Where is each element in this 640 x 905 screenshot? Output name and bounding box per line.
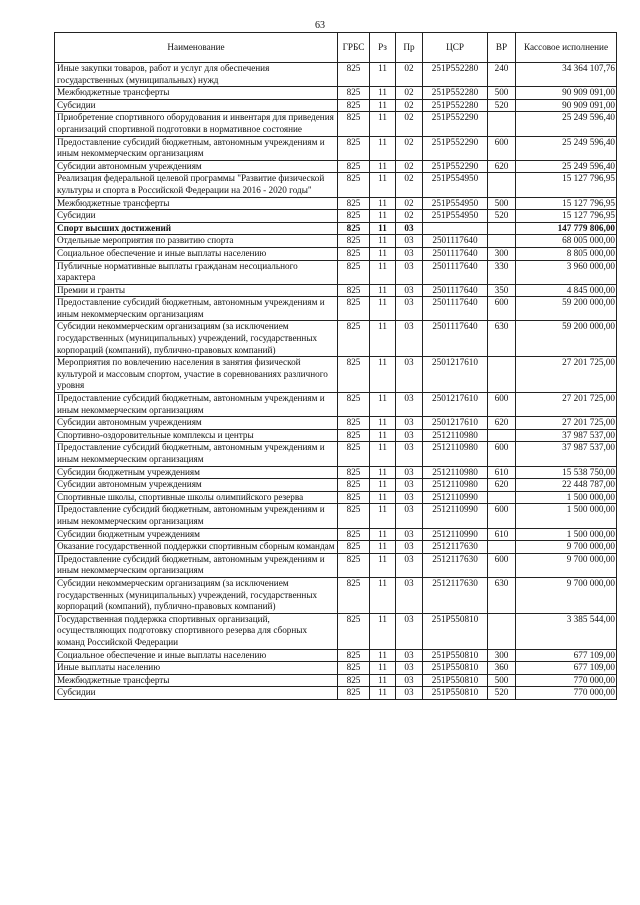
header-amount: Кассовое исполнение	[516, 33, 617, 63]
cell-grbs: 825	[338, 553, 370, 577]
cell-amount: 37 987 537,00	[516, 429, 617, 442]
cell-grbs: 825	[338, 649, 370, 662]
table-row	[55, 417, 617, 430]
cell-name: Оказание государственной поддержки спортивным сборным командам	[55, 541, 338, 554]
cell-pr: 03	[396, 479, 423, 492]
cell-name: Премии и гранты	[55, 284, 338, 297]
cell-grbs: 825	[338, 63, 370, 87]
cell-amount: 34 364 107,76	[516, 63, 617, 87]
cell-name: Субсидии бюджетным учреждениям	[55, 528, 338, 541]
cell-pr: 03	[396, 297, 423, 321]
cell-pr: 03	[396, 247, 423, 260]
cell-rz: 11	[370, 136, 396, 160]
cell-pr: 02	[396, 160, 423, 173]
cell-name: Предоставление субсидий бюджетным, автономным учреждениям и иным некоммерческим организациям	[55, 553, 338, 577]
cell-csr: 251P552290	[423, 160, 488, 173]
cell-csr: 2512110980	[423, 442, 488, 466]
cell-csr: 251P550810	[423, 613, 488, 649]
cell-csr: 251P552290	[423, 136, 488, 160]
cell-grbs: 825	[338, 160, 370, 173]
cell-csr: 2512117630	[423, 553, 488, 577]
cell-amount: 9 700 000,00	[516, 577, 617, 613]
cell-pr: 03	[396, 417, 423, 430]
table-row	[55, 136, 617, 160]
cell-amount: 677 109,00	[516, 649, 617, 662]
cell-grbs: 825	[338, 297, 370, 321]
cell-grbs: 825	[338, 210, 370, 223]
cell-pr: 03	[396, 649, 423, 662]
cell-name: Публичные нормативные выплаты гражданам несоциального характера	[55, 260, 338, 284]
cell-rz: 11	[370, 577, 396, 613]
cell-grbs: 825	[338, 577, 370, 613]
cell-vr	[488, 222, 516, 235]
table-row	[55, 112, 617, 136]
cell-csr: 2512110980	[423, 479, 488, 492]
cell-grbs: 825	[338, 247, 370, 260]
cell-csr: 251P550810	[423, 674, 488, 687]
cell-amount: 1 500 000,00	[516, 491, 617, 504]
cell-vr: 600	[488, 553, 516, 577]
cell-rz: 11	[370, 491, 396, 504]
cell-name: Предоставление субсидий бюджетным, автономным учреждениям и иным некоммерческим организациям	[55, 504, 338, 528]
table-row	[55, 553, 617, 577]
cell-grbs: 825	[338, 504, 370, 528]
cell-pr: 03	[396, 284, 423, 297]
cell-amount: 68 005 000,00	[516, 235, 617, 248]
cell-pr: 03	[396, 553, 423, 577]
cell-name: Субсидии	[55, 210, 338, 223]
cell-vr: 520	[488, 99, 516, 112]
cell-name: Отдельные мероприятия по развитию спорта	[55, 235, 338, 248]
cell-amount: 15 127 796,95	[516, 197, 617, 210]
cell-pr: 02	[396, 173, 423, 197]
cell-rz: 11	[370, 197, 396, 210]
cell-pr: 02	[396, 63, 423, 87]
cell-pr: 03	[396, 466, 423, 479]
table-row	[55, 235, 617, 248]
cell-pr: 02	[396, 136, 423, 160]
cell-pr: 03	[396, 662, 423, 675]
cell-amount: 147 779 806,00	[516, 222, 617, 235]
cell-csr: 2501217610	[423, 417, 488, 430]
cell-csr: 251P550810	[423, 662, 488, 675]
cell-rz: 11	[370, 87, 396, 100]
cell-rz: 11	[370, 173, 396, 197]
cell-grbs: 825	[338, 197, 370, 210]
cell-vr	[488, 112, 516, 136]
cell-csr: 251P552290	[423, 112, 488, 136]
cell-rz: 11	[370, 63, 396, 87]
cell-name: Реализация федеральной целевой программы "Развитие физической культуры и спорта в Российской Федерации на 2016 - 2020 годы"	[55, 173, 338, 197]
cell-vr: 500	[488, 197, 516, 210]
cell-csr: 2512110990	[423, 528, 488, 541]
cell-vr: 240	[488, 63, 516, 87]
cell-vr: 620	[488, 417, 516, 430]
cell-vr: 620	[488, 479, 516, 492]
cell-grbs: 825	[338, 99, 370, 112]
cell-vr	[488, 429, 516, 442]
cell-csr: 2501217610	[423, 393, 488, 417]
cell-name: Иные выплаты населению	[55, 662, 338, 675]
cell-grbs: 825	[338, 260, 370, 284]
cell-csr: 2501117640	[423, 284, 488, 297]
cell-amount: 770 000,00	[516, 674, 617, 687]
cell-csr: 251P552280	[423, 99, 488, 112]
cell-name: Субсидии некоммерческим организациям (за исключением государственных (муниципальных) учреждений, государственных корпораций (компаний), публично-правовых компаний)	[55, 577, 338, 613]
cell-amount: 15 127 796,95	[516, 173, 617, 197]
table-row	[55, 260, 617, 284]
cell-vr: 630	[488, 577, 516, 613]
cell-name: Спортивные школы, спортивные школы олимпийского резерва	[55, 491, 338, 504]
page-number: 63	[315, 20, 325, 31]
cell-vr: 300	[488, 247, 516, 260]
cell-vr: 520	[488, 687, 516, 700]
table-row	[55, 87, 617, 100]
cell-vr: 520	[488, 210, 516, 223]
table-row	[55, 479, 617, 492]
cell-vr	[488, 491, 516, 504]
cell-grbs: 825	[338, 173, 370, 197]
cell-name: Межбюджетные трансферты	[55, 674, 338, 687]
cell-vr: 360	[488, 662, 516, 675]
cell-amount: 25 249 596,40	[516, 112, 617, 136]
cell-grbs: 825	[338, 112, 370, 136]
cell-vr: 630	[488, 321, 516, 357]
table-row	[55, 247, 617, 260]
cell-rz: 11	[370, 429, 396, 442]
cell-name: Социальное обеспечение и иные выплаты населению	[55, 649, 338, 662]
header-row	[55, 33, 617, 63]
cell-vr: 500	[488, 87, 516, 100]
cell-grbs: 825	[338, 136, 370, 160]
cell-rz: 11	[370, 466, 396, 479]
cell-csr: 2512110980	[423, 466, 488, 479]
table-row	[55, 687, 617, 700]
table-row	[55, 210, 617, 223]
cell-name: Государственная поддержка спортивных организаций, осуществляющих подготовку спортивного резерва для сборных команд Российской Федерации	[55, 613, 338, 649]
cell-rz: 11	[370, 613, 396, 649]
cell-pr: 02	[396, 87, 423, 100]
cell-amount: 3 960 000,00	[516, 260, 617, 284]
cell-rz: 11	[370, 528, 396, 541]
cell-grbs: 825	[338, 613, 370, 649]
cell-rz: 11	[370, 479, 396, 492]
cell-name: Спортивно-оздоровительные комплексы и центры	[55, 429, 338, 442]
budget-execution-table	[54, 32, 617, 700]
cell-name: Предоставление субсидий бюджетным, автономным учреждениям и иным некоммерческим организациям	[55, 297, 338, 321]
cell-grbs: 825	[338, 321, 370, 357]
cell-name: Субсидии бюджетным учреждениям	[55, 466, 338, 479]
cell-rz: 11	[370, 357, 396, 393]
cell-name: Предоставление субсидий бюджетным, автономным учреждениям и иным некоммерческим организациям	[55, 393, 338, 417]
cell-amount: 27 201 725,00	[516, 357, 617, 393]
cell-pr: 03	[396, 491, 423, 504]
cell-grbs: 825	[338, 528, 370, 541]
table-row	[55, 429, 617, 442]
cell-pr: 03	[396, 260, 423, 284]
cell-name: Спорт высших достижений	[55, 222, 338, 235]
cell-name: Приобретение спортивного оборудования и инвентаря для приведения организаций спортивной подготовки в нормативное состояние	[55, 112, 338, 136]
table-row	[55, 541, 617, 554]
cell-grbs: 825	[338, 87, 370, 100]
table-header	[55, 33, 617, 63]
table-row	[55, 662, 617, 675]
cell-rz: 11	[370, 442, 396, 466]
cell-pr: 03	[396, 674, 423, 687]
cell-amount: 37 987 537,00	[516, 442, 617, 466]
cell-amount: 59 200 000,00	[516, 297, 617, 321]
cell-csr: 251P550810	[423, 649, 488, 662]
cell-amount: 59 200 000,00	[516, 321, 617, 357]
cell-name: Субсидии автономным учреждениям	[55, 160, 338, 173]
cell-rz: 11	[370, 235, 396, 248]
cell-rz: 11	[370, 260, 396, 284]
header-rz: Рз	[370, 33, 396, 63]
cell-vr: 600	[488, 297, 516, 321]
cell-amount: 22 448 787,00	[516, 479, 617, 492]
cell-vr	[488, 357, 516, 393]
table-row	[55, 357, 617, 393]
cell-rz: 11	[370, 222, 396, 235]
cell-rz: 11	[370, 210, 396, 223]
cell-grbs: 825	[338, 687, 370, 700]
cell-vr: 300	[488, 649, 516, 662]
cell-grbs: 825	[338, 429, 370, 442]
cell-rz: 11	[370, 297, 396, 321]
cell-name: Субсидии автономным учреждениям	[55, 417, 338, 430]
table-row	[55, 297, 617, 321]
cell-amount: 1 500 000,00	[516, 528, 617, 541]
cell-grbs: 825	[338, 662, 370, 675]
cell-rz: 11	[370, 541, 396, 554]
cell-rz: 11	[370, 504, 396, 528]
table-row	[55, 613, 617, 649]
cell-grbs: 825	[338, 541, 370, 554]
table-row	[55, 577, 617, 613]
cell-rz: 11	[370, 687, 396, 700]
cell-csr: 2501117640	[423, 247, 488, 260]
table-row	[55, 491, 617, 504]
table-row	[55, 63, 617, 87]
header-pr: Пр	[396, 33, 423, 63]
cell-name: Субсидии автономным учреждениям	[55, 479, 338, 492]
cell-vr: 600	[488, 504, 516, 528]
cell-csr: 251P554950	[423, 197, 488, 210]
cell-vr: 500	[488, 674, 516, 687]
cell-csr	[423, 222, 488, 235]
cell-csr: 2512117630	[423, 541, 488, 554]
table-body	[55, 63, 617, 700]
cell-csr: 251P550810	[423, 687, 488, 700]
cell-rz: 11	[370, 674, 396, 687]
cell-grbs: 825	[338, 393, 370, 417]
cell-grbs: 825	[338, 479, 370, 492]
cell-grbs: 825	[338, 674, 370, 687]
cell-pr: 03	[396, 321, 423, 357]
cell-pr: 02	[396, 197, 423, 210]
cell-pr: 02	[396, 99, 423, 112]
cell-name: Предоставление субсидий бюджетным, автономным учреждениям и иным некоммерческим организациям	[55, 136, 338, 160]
cell-vr: 600	[488, 136, 516, 160]
cell-pr: 03	[396, 613, 423, 649]
table-row	[55, 393, 617, 417]
cell-vr	[488, 613, 516, 649]
table-row	[55, 160, 617, 173]
cell-csr: 2512110980	[423, 429, 488, 442]
cell-rz: 11	[370, 553, 396, 577]
cell-pr: 03	[396, 687, 423, 700]
cell-csr: 2501117640	[423, 260, 488, 284]
cell-vr	[488, 541, 516, 554]
cell-grbs: 825	[338, 491, 370, 504]
cell-name: Социальное обеспечение и иные выплаты населению	[55, 247, 338, 260]
cell-rz: 11	[370, 284, 396, 297]
cell-csr: 251P552280	[423, 63, 488, 87]
cell-pr: 03	[396, 577, 423, 613]
cell-vr: 600	[488, 442, 516, 466]
header-csr: ЦСР	[423, 33, 488, 63]
cell-vr: 600	[488, 393, 516, 417]
cell-pr: 03	[396, 357, 423, 393]
cell-csr: 251P552280	[423, 87, 488, 100]
cell-csr: 251P554950	[423, 173, 488, 197]
table-row	[55, 674, 617, 687]
cell-grbs: 825	[338, 222, 370, 235]
table-row	[55, 284, 617, 297]
header-name: Наименование	[55, 33, 338, 63]
table-row	[55, 528, 617, 541]
cell-amount: 9 700 000,00	[516, 553, 617, 577]
cell-pr: 03	[396, 393, 423, 417]
cell-name: Мероприятия по вовлечению населения в занятия физической культурой и массовым спортом, участие в соревнованиях различного уровня	[55, 357, 338, 393]
cell-csr: 2512110990	[423, 491, 488, 504]
cell-amount: 8 805 000,00	[516, 247, 617, 260]
table-row	[55, 222, 617, 235]
cell-grbs: 825	[338, 284, 370, 297]
cell-amount: 770 000,00	[516, 687, 617, 700]
cell-amount: 27 201 725,00	[516, 417, 617, 430]
cell-rz: 11	[370, 99, 396, 112]
cell-amount: 90 909 091,00	[516, 99, 617, 112]
cell-amount: 27 201 725,00	[516, 393, 617, 417]
table-row	[55, 442, 617, 466]
cell-pr: 03	[396, 504, 423, 528]
cell-rz: 11	[370, 112, 396, 136]
cell-vr	[488, 173, 516, 197]
cell-grbs: 825	[338, 235, 370, 248]
table-row	[55, 197, 617, 210]
cell-amount: 4 845 000,00	[516, 284, 617, 297]
cell-rz: 11	[370, 393, 396, 417]
cell-amount: 15 127 796,95	[516, 210, 617, 223]
cell-rz: 11	[370, 417, 396, 430]
cell-pr: 03	[396, 222, 423, 235]
cell-pr: 02	[396, 210, 423, 223]
table-row	[55, 173, 617, 197]
cell-csr: 251P554950	[423, 210, 488, 223]
table-row	[55, 649, 617, 662]
cell-amount: 3 385 544,00	[516, 613, 617, 649]
cell-name: Субсидии	[55, 687, 338, 700]
cell-grbs: 825	[338, 442, 370, 466]
cell-name: Субсидии некоммерческим организациям (за исключением государственных (муниципальных) учреждений, государственных корпораций (компаний), публично-правовых компаний)	[55, 321, 338, 357]
cell-csr: 2501117640	[423, 235, 488, 248]
cell-amount: 9 700 000,00	[516, 541, 617, 554]
cell-rz: 11	[370, 662, 396, 675]
cell-grbs: 825	[338, 417, 370, 430]
cell-amount: 25 249 596,40	[516, 136, 617, 160]
cell-vr: 330	[488, 260, 516, 284]
table-row	[55, 321, 617, 357]
cell-vr	[488, 235, 516, 248]
cell-grbs: 825	[338, 357, 370, 393]
cell-amount: 1 500 000,00	[516, 504, 617, 528]
table-row	[55, 99, 617, 112]
cell-pr: 03	[396, 528, 423, 541]
cell-amount: 677 109,00	[516, 662, 617, 675]
cell-name: Межбюджетные трансферты	[55, 197, 338, 210]
table-row	[55, 466, 617, 479]
cell-csr: 2512110990	[423, 504, 488, 528]
cell-rz: 11	[370, 247, 396, 260]
cell-name: Межбюджетные трансферты	[55, 87, 338, 100]
cell-amount: 15 538 750,00	[516, 466, 617, 479]
cell-rz: 11	[370, 160, 396, 173]
cell-pr: 03	[396, 429, 423, 442]
header-grbs: ГРБС	[338, 33, 370, 63]
cell-grbs: 825	[338, 466, 370, 479]
cell-name: Предоставление субсидий бюджетным, автономным учреждениям и иным некоммерческим организациям	[55, 442, 338, 466]
cell-name: Иные закупки товаров, работ и услуг для обеспечения государственных (муниципальных) нужд	[55, 63, 338, 87]
cell-vr: 610	[488, 466, 516, 479]
cell-name: Субсидии	[55, 99, 338, 112]
header-vr: ВР	[488, 33, 516, 63]
cell-pr: 03	[396, 235, 423, 248]
cell-amount: 25 249 596,40	[516, 160, 617, 173]
table-row	[55, 504, 617, 528]
cell-rz: 11	[370, 321, 396, 357]
cell-amount: 90 909 091,00	[516, 87, 617, 100]
cell-vr: 610	[488, 528, 516, 541]
cell-csr: 2501117640	[423, 297, 488, 321]
cell-vr: 350	[488, 284, 516, 297]
cell-pr: 02	[396, 112, 423, 136]
cell-vr: 620	[488, 160, 516, 173]
cell-csr: 2501117640	[423, 321, 488, 357]
cell-csr: 2512117630	[423, 577, 488, 613]
cell-csr: 2501217610	[423, 357, 488, 393]
cell-rz: 11	[370, 649, 396, 662]
cell-pr: 03	[396, 541, 423, 554]
cell-pr: 03	[396, 442, 423, 466]
